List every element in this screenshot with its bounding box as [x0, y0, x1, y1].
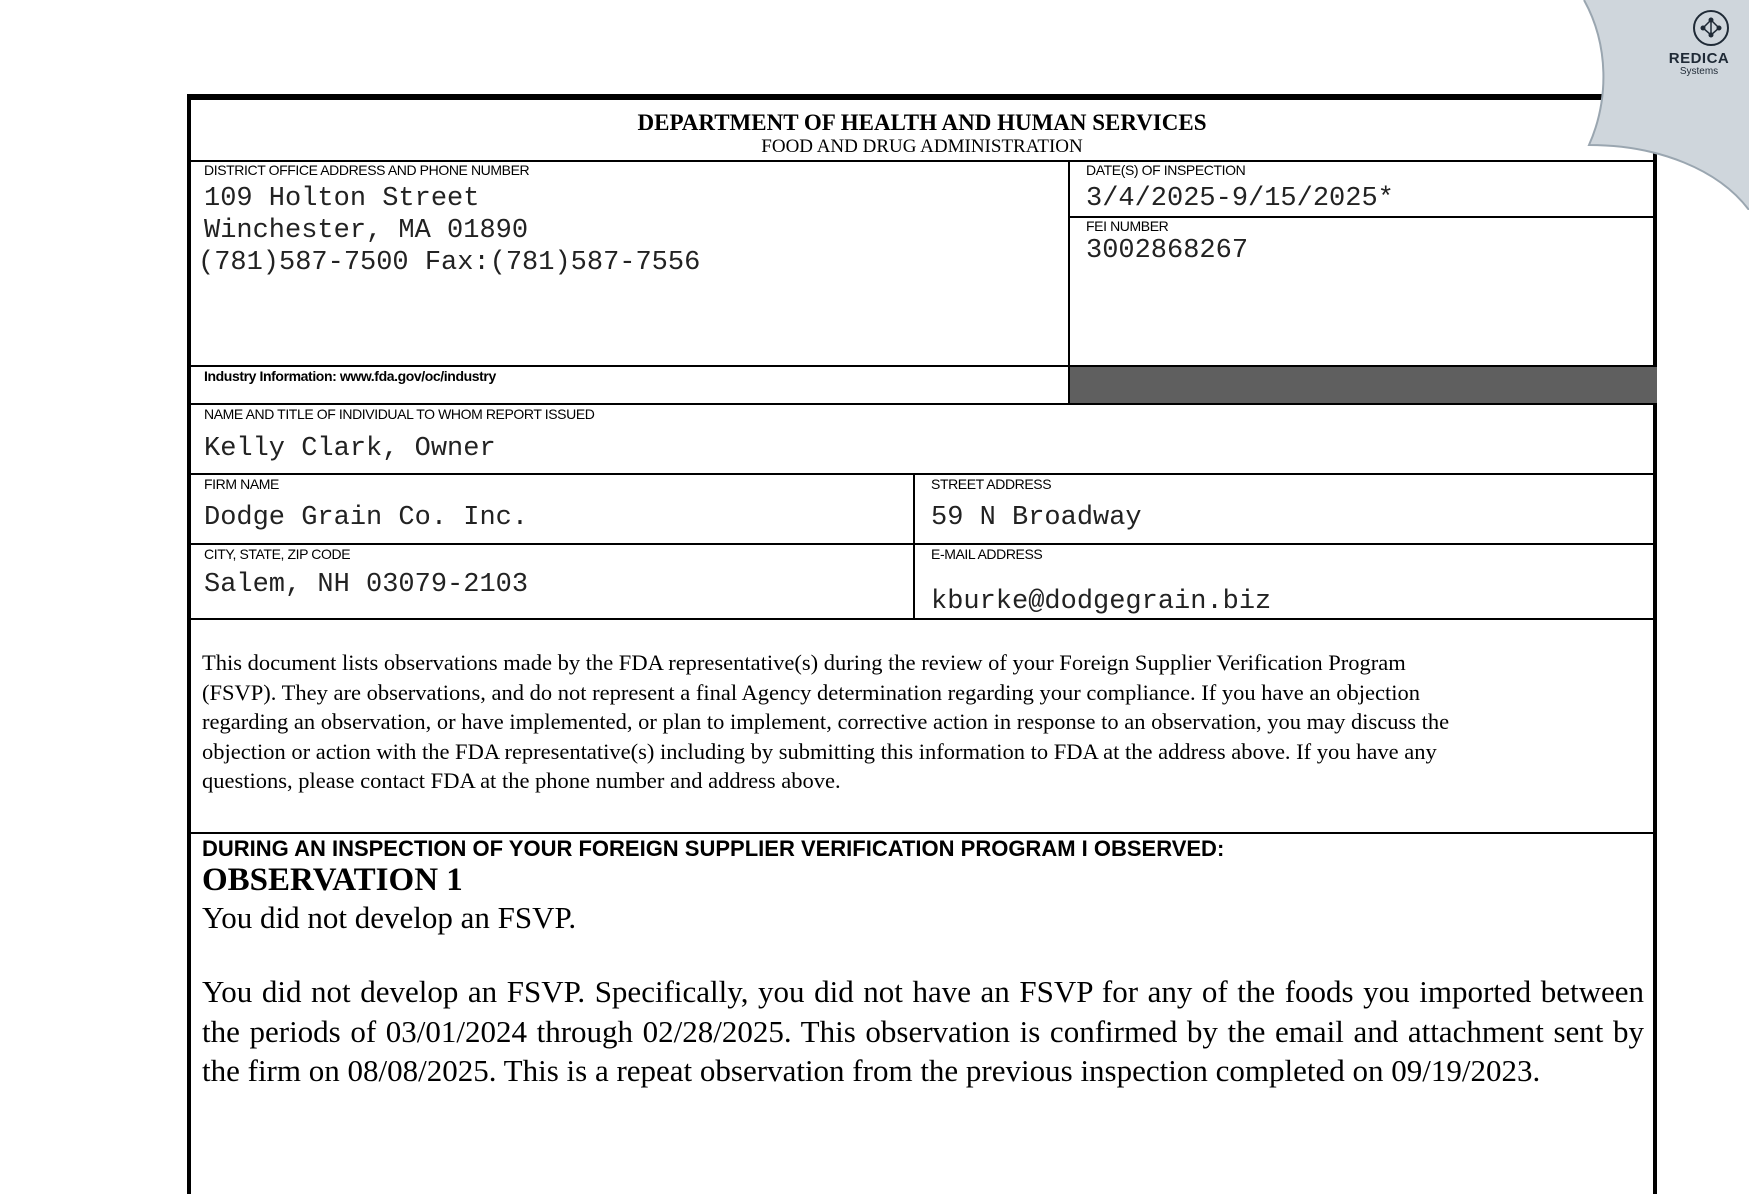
fei-label: FEI NUMBER — [1086, 218, 1169, 234]
notice-line: This document lists observations made by the FDA representative(s) during the review of your Foreign Supplier Verification Program — [202, 650, 1406, 675]
shaded-cell — [1070, 367, 1657, 403]
department-title: DEPARTMENT OF HEALTH AND HUMAN SERVICES — [637, 110, 1207, 135]
divider — [191, 403, 1657, 405]
email-label: E-MAIL ADDRESS — [931, 546, 1043, 562]
divider — [913, 473, 915, 620]
fda-483-form — [187, 94, 1657, 1194]
firm-name: Dodge Grain Co. Inc. — [204, 503, 529, 533]
recipient-label: NAME AND TITLE OF INDIVIDUAL TO WHOM REPORT ISSUED — [204, 406, 595, 422]
notice-line: regarding an observation, or have implemented, or plan to implement, corrective action in response to an observation, you may discuss the — [202, 709, 1450, 734]
redica-logo-subtext: Systems — [1679, 66, 1719, 77]
notice-line: questions, please contact FDA at the phone number and address above. — [202, 768, 841, 793]
district-phone-fax: (781)587-7500 Fax:(781)587-7556 — [198, 248, 701, 278]
divider — [191, 832, 1657, 834]
observation-title: OBSERVATION 1 — [202, 862, 463, 898]
district-address-line1: 109 Holton Street — [204, 184, 480, 214]
inspection-dates: 3/4/2025-9/15/2025* — [1086, 184, 1394, 214]
divider — [191, 543, 1657, 545]
street-label: STREET ADDRESS — [931, 476, 1052, 492]
redica-network-icon — [1691, 8, 1731, 48]
notice-paragraph — [202, 648, 1652, 796]
observation-summary: You did not develop an FSVP. — [202, 900, 577, 935]
observation-body: You did not develop an FSVP. Specifically, you did not have an FSVP for any of the foods you imported between the periods of 03/01/2024 through 02/28/2025. This observation is confirmed by the email and attachment sent by the firm on 08/08/2025. This is a repeat observation from the previous inspection completed on 09/19/2023. — [202, 974, 1644, 1088]
divider — [191, 618, 1657, 620]
redica-logo-text: REDICA — [1668, 50, 1730, 67]
divider — [191, 473, 1657, 475]
district-address-line2: Winchester, MA 01890 — [204, 216, 529, 246]
fei-number: 3002868267 — [1086, 236, 1249, 266]
industry-info: Industry Information: www.fda.gov/oc/industry — [204, 368, 496, 384]
email-address: kburke@dodgegrain.biz — [931, 587, 1272, 617]
city-state-zip: Salem, NH 03079-2103 — [204, 570, 529, 600]
recipient-name: Kelly Clark, Owner — [204, 434, 496, 464]
street-address: 59 N Broadway — [931, 503, 1142, 533]
agency-title: FOOD AND DRUG ADMINISTRATION — [761, 136, 1083, 157]
district-label: DISTRICT OFFICE ADDRESS AND PHONE NUMBER — [204, 162, 530, 178]
firm-name-label: FIRM NAME — [204, 476, 279, 492]
city-label: CITY, STATE, ZIP CODE — [204, 546, 351, 562]
notice-line: objection or action with the FDA representative(s) including by submitting this information to FDA at the address above. If you have any — [202, 738, 1437, 764]
inspection-dates-label: DATE(S) OF INSPECTION — [1086, 162, 1246, 178]
notice-line: (FSVP). They are observations, and do not represent a final Agency determination regarding your compliance. If you have an objection — [202, 679, 1420, 705]
observations-heading: DURING AN INSPECTION OF YOUR FOREIGN SUPPLIER VERIFICATION PROGRAM I OBSERVED: — [202, 836, 1225, 861]
